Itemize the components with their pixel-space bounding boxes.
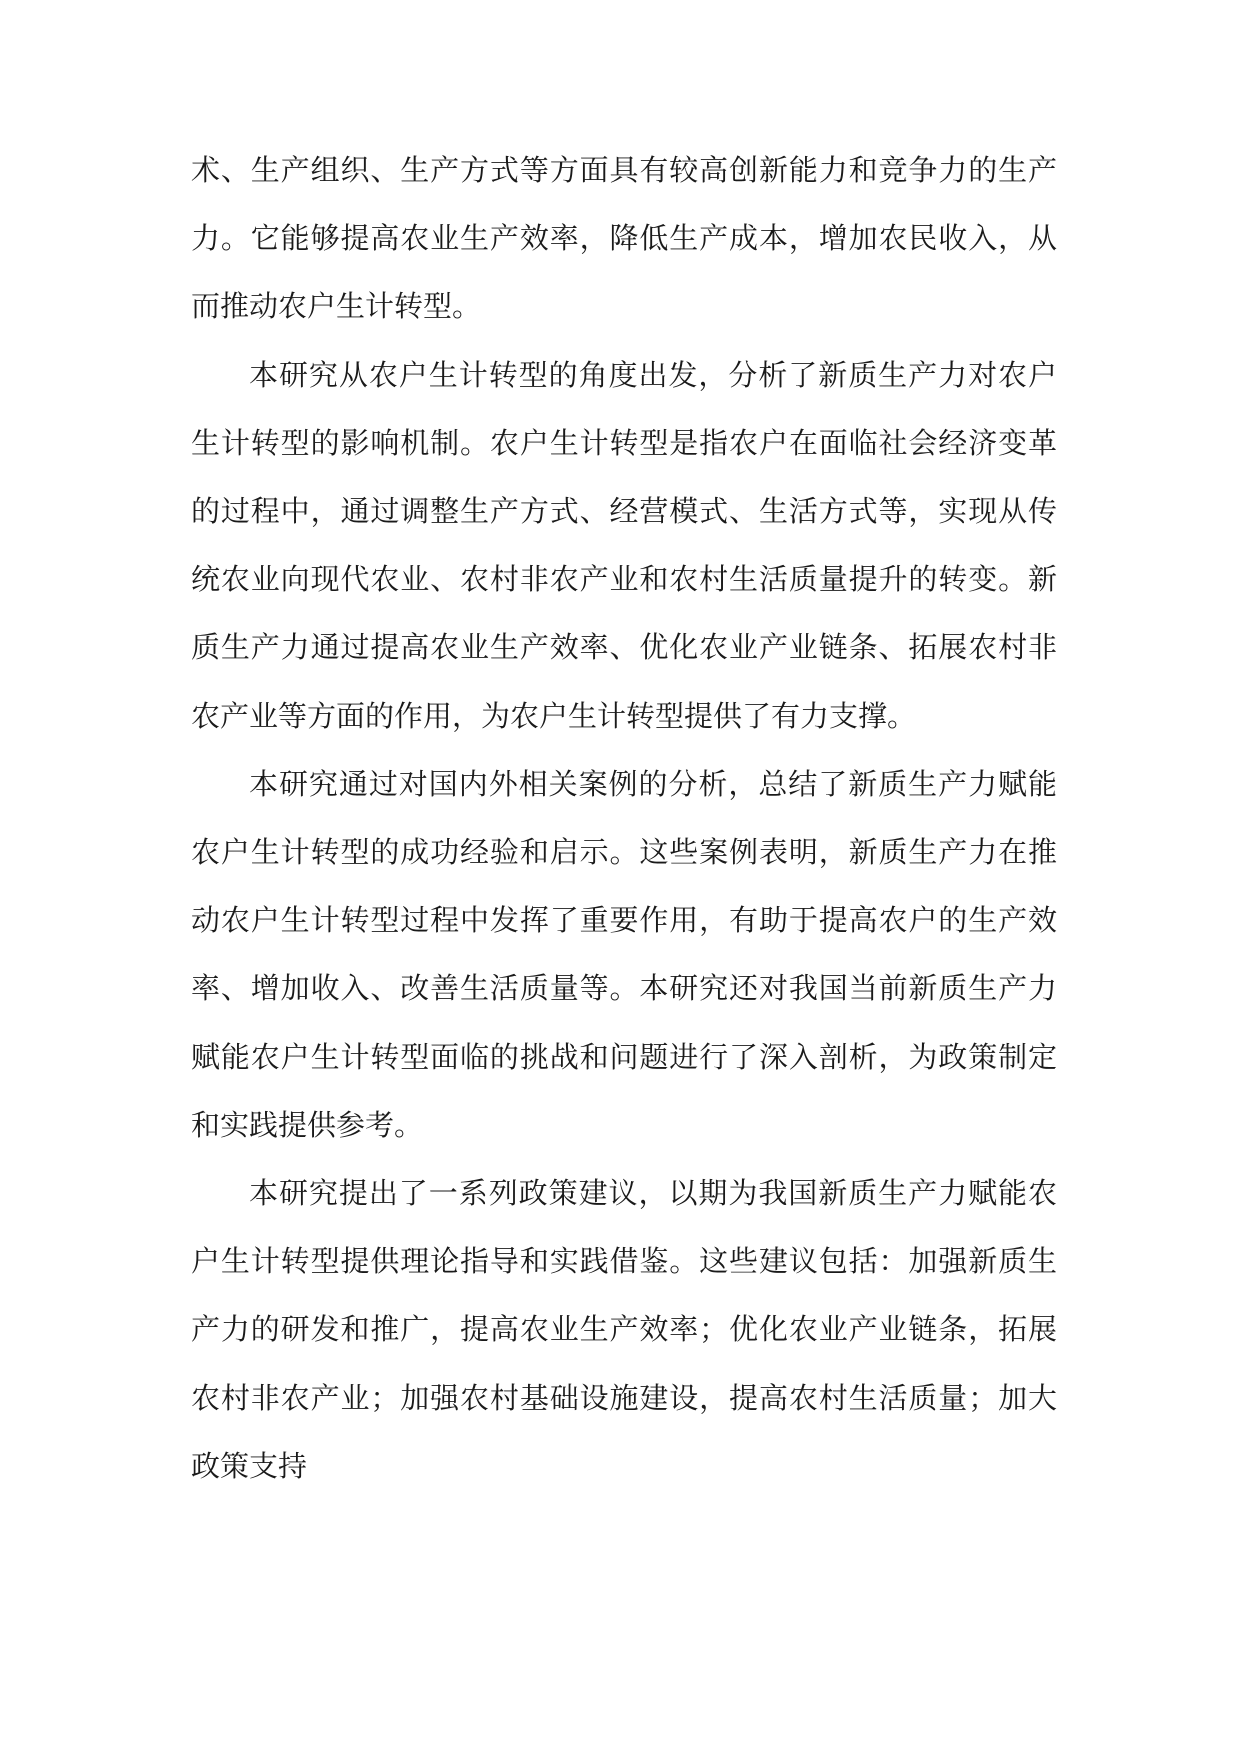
paragraph-case-analysis: 本研究通过对国内外相关案例的分析，总结了新质生产力赋能农户生计转型的成功经验和启示。这些案例表明，新质生产力在推动农户生计转型过程中发挥了重要作用，有助于提高农户的生产效率、增加收入、改善生活质量等。本研究还对我国当前新质生产力赋能农户生计转型面临的挑战和问题进行了深入剖析，为政策制定和实践提供参考。 — [191, 766, 1057, 1142]
paragraph-policy-suggestions: 本研究提出了一系列政策建议，以期为我国新质生产力赋能农户生计转型提供理论指导和实践借鉴。这些建议包括：加强新质生产力的研发和推广，提高农业生产效率；优化农业产业链条，拓展农村非农产业；加强农村基础设施建设，提高农村生活质量；加大政策支持 — [191, 1176, 1057, 1483]
document-body — [191, 136, 1057, 1500]
paragraph-continued: 术、生产组织、生产方式等方面具有较高创新能力和竞争力的生产力。它能够提高农业生产效率，降低生产成本，增加农民收入，从而推动农户生计转型。 — [191, 153, 1057, 324]
paragraph-impact-mechanism: 本研究从农户生计转型的角度出发，分析了新质生产力对农户生计转型的影响机制。农户生计转型是指农户在面临社会经济变革的过程中，通过调整生产方式、经营模式、生活方式等，实现从传统农业向现代农业、农村非农产业和农村生活质量提升的转变。新质生产力通过提高农业生产效率、优化农业产业链条、拓展农村非农产业等方面的作用，为农户生计转型提供了有力支撑。 — [191, 357, 1057, 733]
